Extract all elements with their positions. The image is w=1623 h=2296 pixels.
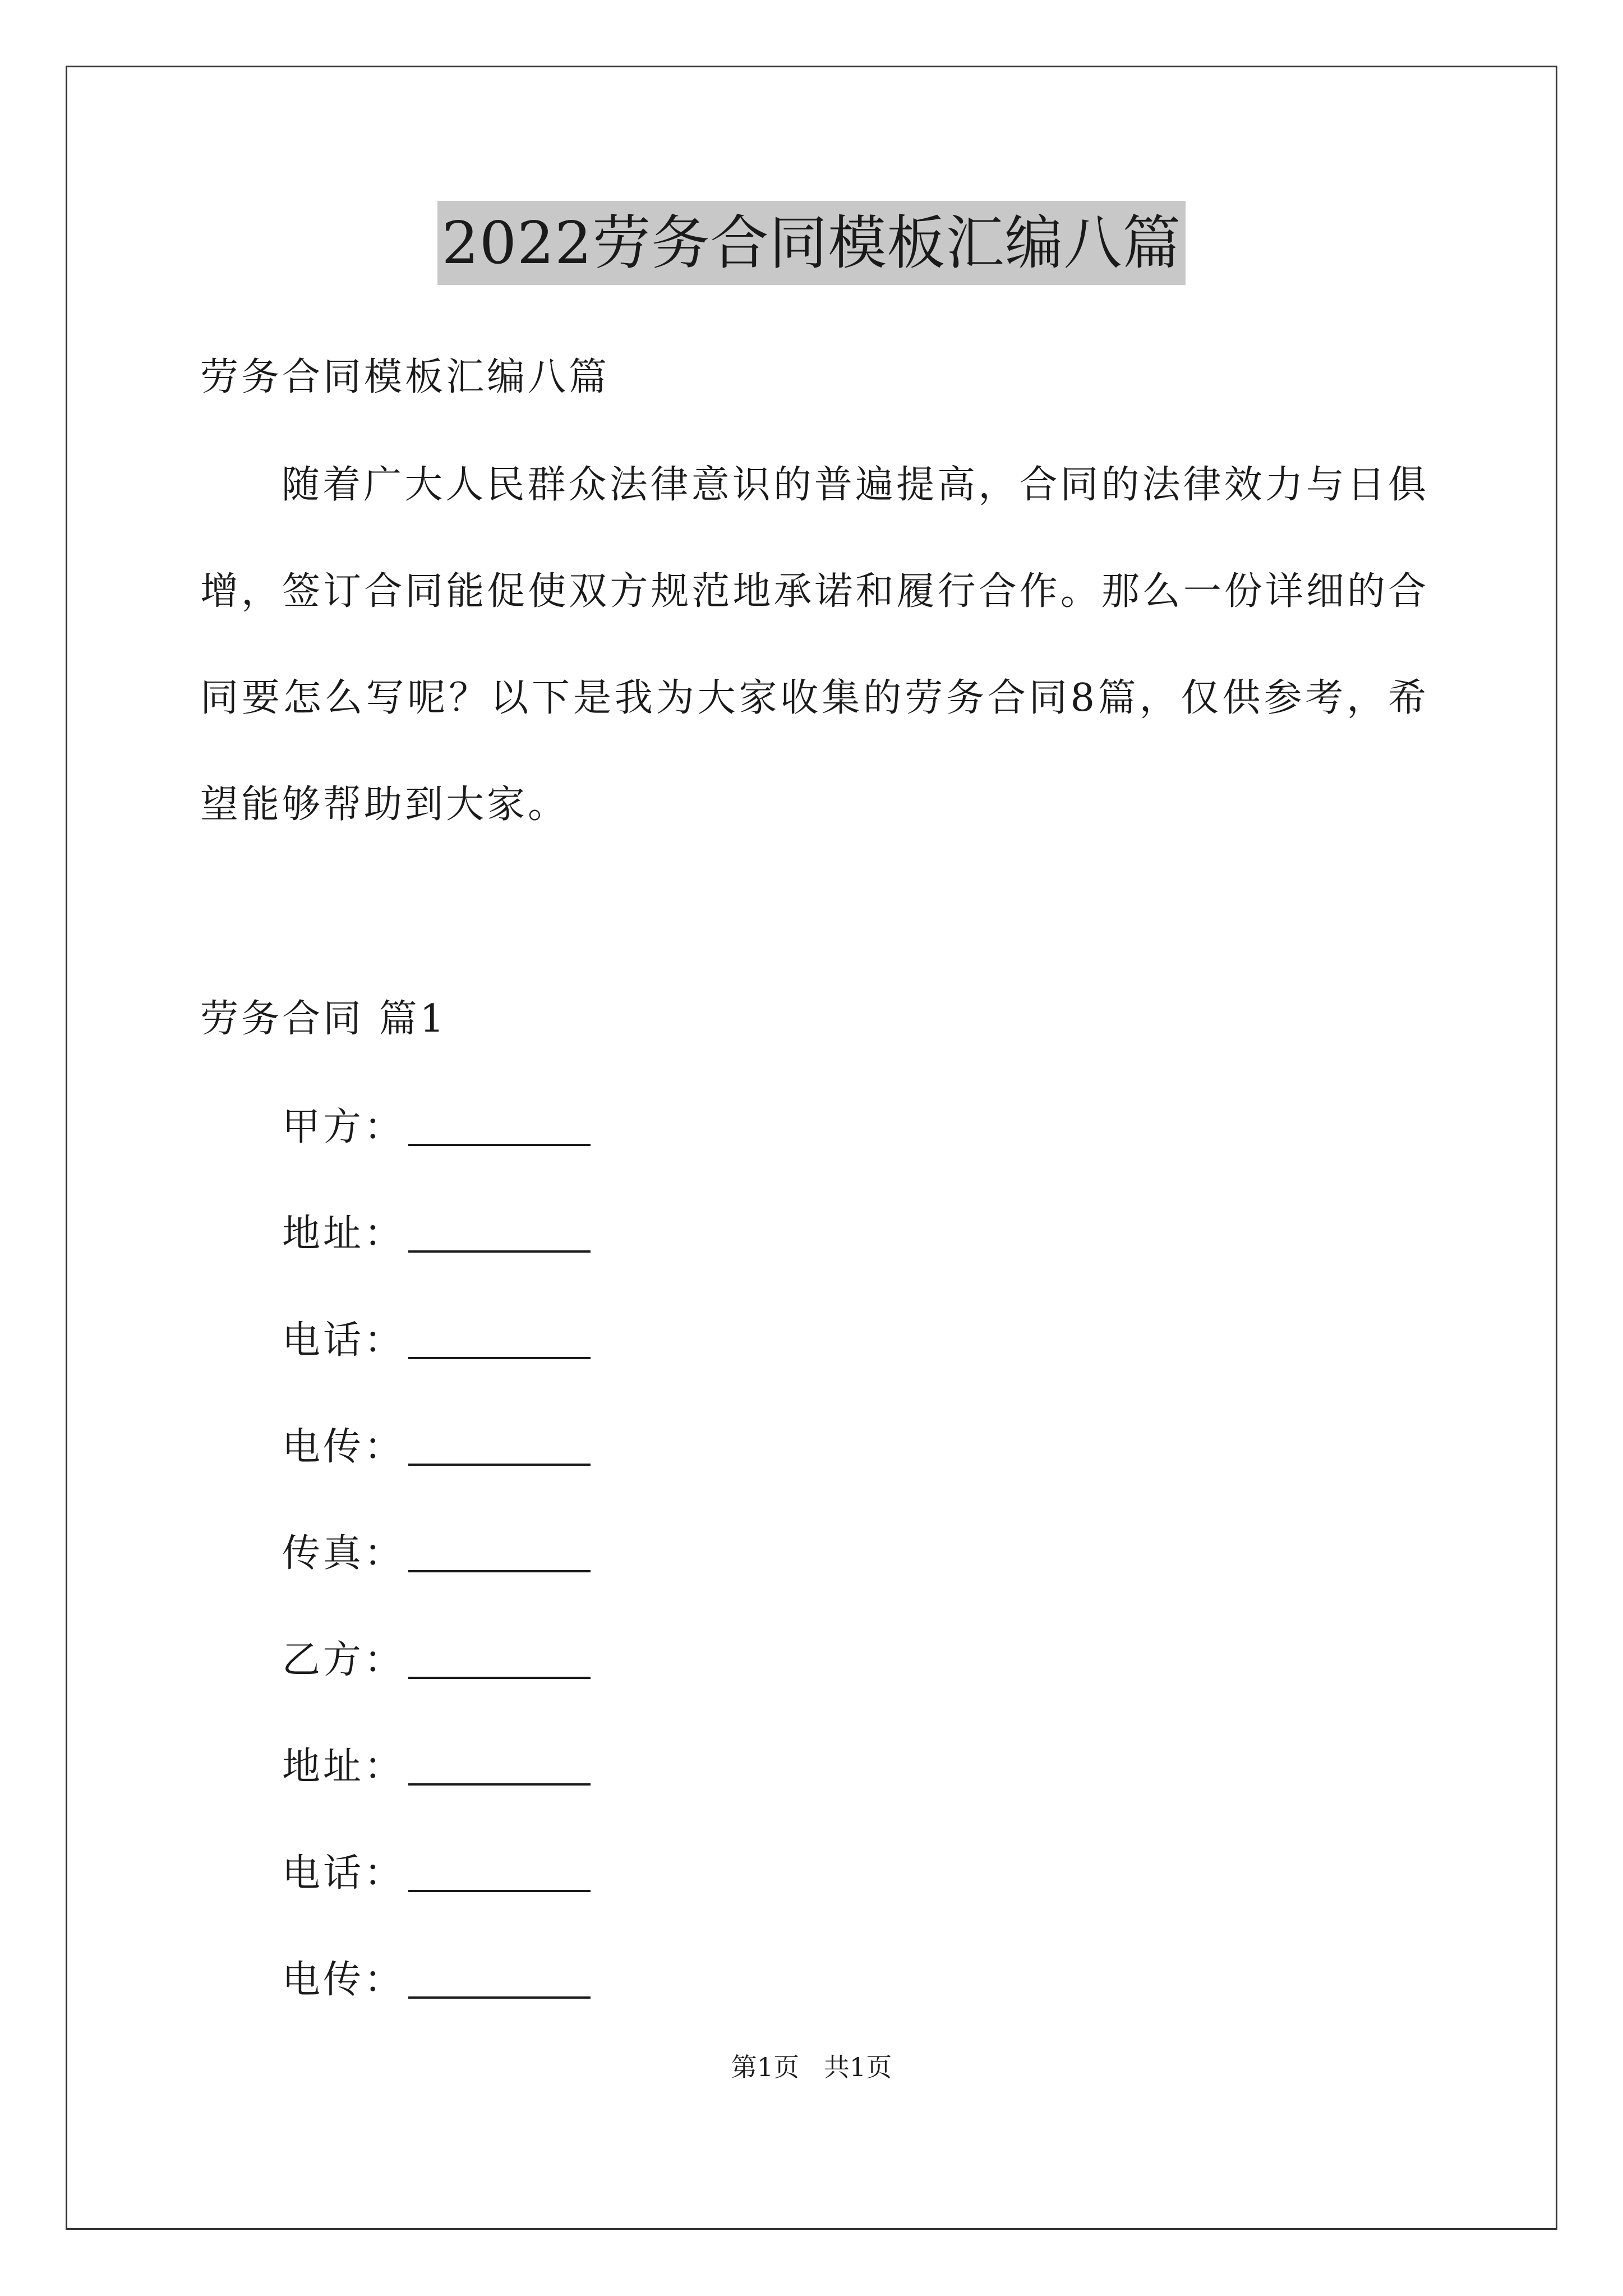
field-label: 传真： <box>282 1531 405 1576</box>
field-party-a-telex <box>282 1422 591 1473</box>
field-party-b-address <box>282 1742 591 1792</box>
field-party-a-phone <box>282 1315 591 1366</box>
field-party-a-fax <box>282 1529 591 1579</box>
field-label: 电传： <box>282 1425 405 1469</box>
intro-line-4: 望能够帮助到大家。 <box>200 783 569 827</box>
fill-in-blank[interactable] <box>408 1963 591 1999</box>
field-label: 甲方： <box>282 1105 405 1149</box>
field-label: 乙方： <box>282 1638 405 1682</box>
field-party-b-telex <box>282 1955 591 2005</box>
intro-line-1: 随着广大人民群众法律意识的普遍提高，合同的法律效力与日俱 <box>282 463 1426 507</box>
field-party-a-address <box>282 1209 591 1259</box>
fill-in-blank[interactable] <box>408 1430 591 1466</box>
field-label: 电话： <box>282 1318 405 1363</box>
document-title: 2022劳务合同模板汇编八篇 <box>437 201 1186 285</box>
field-party-a <box>282 1102 591 1153</box>
fill-in-blank[interactable] <box>408 1110 591 1146</box>
field-party-b-phone <box>282 1848 591 1899</box>
document-subtitle: 劳务合同模板汇编八篇 <box>200 355 610 399</box>
fill-in-blank[interactable] <box>408 1323 591 1359</box>
fill-in-blank[interactable] <box>408 1856 591 1892</box>
field-label: 地址： <box>282 1212 405 1256</box>
fill-in-blank[interactable] <box>408 1643 591 1679</box>
field-party-b <box>282 1635 591 1686</box>
intro-line-3: 同要怎么写呢？以下是我为大家收集的劳务合同8篇，仅供参考，希 <box>200 676 1426 720</box>
intro-line-2: 增，签订合同能促使双方规范地承诺和履行合作。那么一份详细的合 <box>200 569 1426 614</box>
title-container <box>0 201 1623 285</box>
field-label: 地址： <box>282 1745 405 1789</box>
fill-in-blank[interactable] <box>408 1750 591 1786</box>
field-label: 电传： <box>282 1958 405 2002</box>
page-footer: 第1页 共1页 <box>731 2052 892 2082</box>
fill-in-blank[interactable] <box>408 1217 591 1253</box>
field-label: 电话： <box>282 1851 405 1895</box>
section-heading: 劳务合同 篇1 <box>200 997 447 1041</box>
fill-in-blank[interactable] <box>408 1536 591 1572</box>
